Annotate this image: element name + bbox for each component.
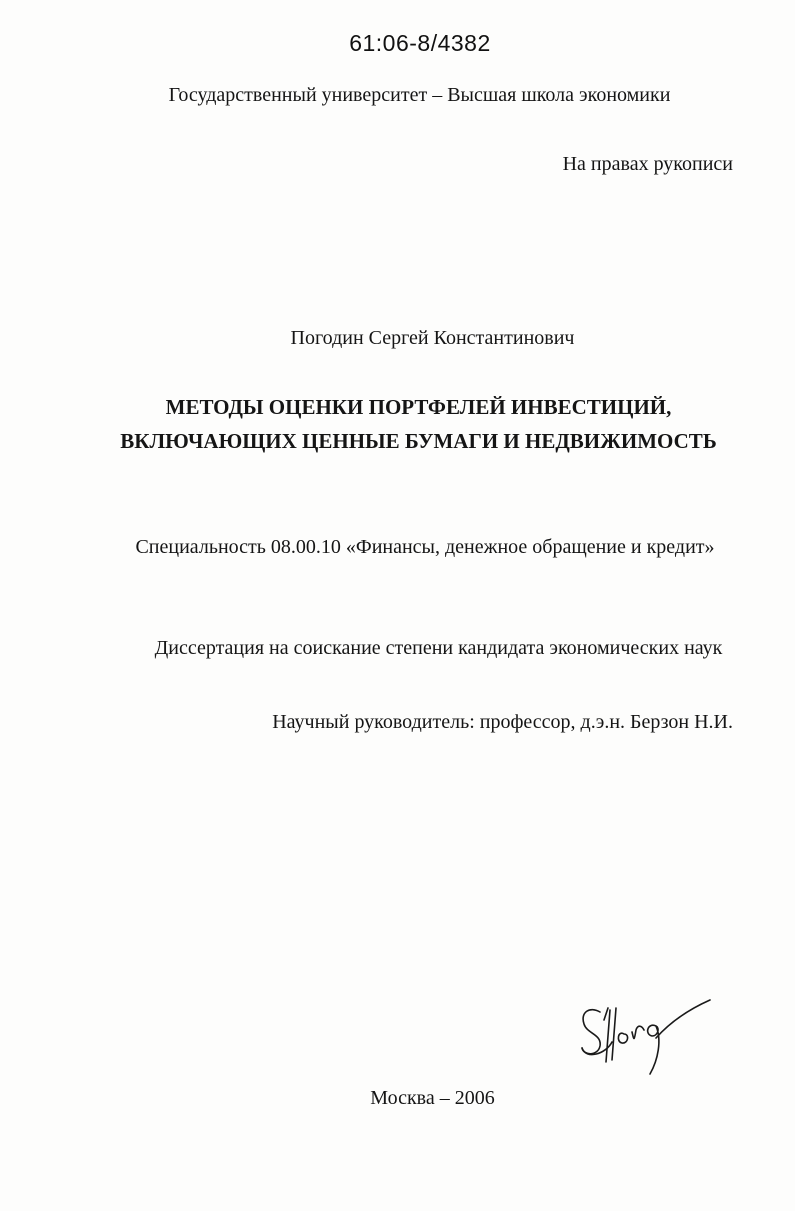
dissertation-type: Диссертация на соискание степени кандидата экономических наук [154, 637, 723, 659]
dissertation-title-line-1: МЕТОДЫ ОЦЕНКИ ПОРТФЕЛЕЙ ИНВЕСТИЦИЙ, [165, 395, 672, 419]
signature-icon [572, 990, 717, 1085]
specialty: Специальность 08.00.10 «Финансы, денежное обращение и кредит» [135, 536, 715, 558]
dissertation-title-line-2: ВКЛЮЧАЮЩИХ ЦЕННЫЕ БУМАГИ И НЕДВИЖИМОСТЬ [120, 429, 717, 453]
registry-code: 61:06-8/4382 [349, 30, 491, 56]
city-and-year: Москва – 2006 [370, 1087, 495, 1109]
author-name: Погодин Сергей Константинович [290, 327, 575, 349]
scientific-advisor: Научный руководитель: профессор, д.э.н. Берзон Н.И. [272, 711, 733, 733]
manuscript-rights-note: На правах рукописи [562, 153, 733, 175]
university-name: Государственный университет – Высшая школа экономики [168, 84, 671, 106]
